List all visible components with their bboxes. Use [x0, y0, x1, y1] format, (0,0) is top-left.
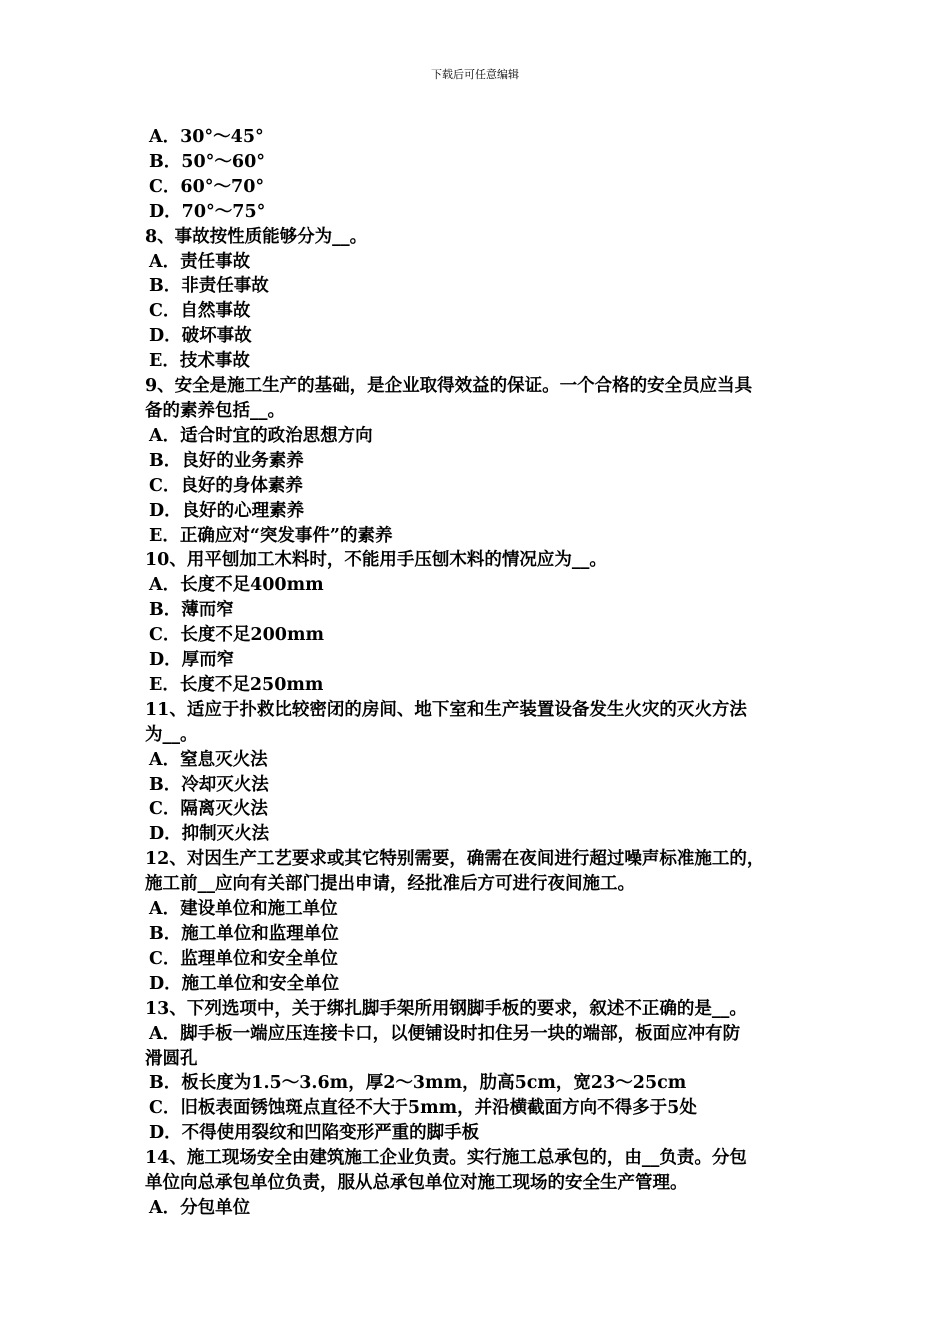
question-text: 单位向总承包单位负责，服从总承包单位对施工现场的安全生产管理。: [145, 1173, 688, 1194]
answer-option: B．50°～60°: [149, 151, 265, 172]
answer-option: A．责任事故: [149, 251, 251, 272]
answer-option: D．破坏事故: [149, 326, 252, 347]
answer-option: D．良好的心理素养: [149, 500, 305, 521]
answer-option: C．监理单位和安全单位: [149, 948, 338, 969]
answer-option: B．非责任事故: [149, 276, 269, 297]
answer-option: A．窒息灭火法: [149, 749, 268, 770]
answer-option: B．施工单位和监理单位: [149, 924, 339, 944]
page-header: 下载后可任意编辑: [431, 68, 519, 81]
answer-option: E．技术事故: [149, 351, 250, 372]
answer-option: D．施工单位和安全单位: [149, 973, 340, 994]
answer-option: A．建设单位和施工单位: [149, 899, 338, 920]
question-list: [145, 125, 825, 1221]
answer-option: A．脚手板一端应压连接卡口，以便铺设时扣住另一块的端部，板面应冲有防: [149, 1023, 741, 1044]
answer-option: E．正确应对“突发事件”的素养: [149, 525, 393, 546]
answer-option: C．旧板表面锈蚀斑点直径不大于5mm，并沿横截面方向不得多于5处: [149, 1098, 697, 1119]
answer-option: C．长度不足200mm: [149, 625, 324, 646]
answer-option: D．抑制灭火法: [149, 824, 270, 845]
question-text: 施工前__应向有关部门提出申请，经批准后方可进行夜间施工。: [145, 874, 635, 895]
answer-option: B．良好的业务素养: [149, 450, 304, 471]
question-text: 9、安全是施工生产的基础，是企业取得效益的保证。一个合格的安全员应当具: [145, 376, 753, 397]
question-text: 14、施工现场安全由建筑施工企业负责。实行施工总承包的，由__负责。分包: [145, 1148, 747, 1169]
answer-option: D．厚而窄: [149, 650, 235, 671]
answer-option: A．30°～45°: [149, 127, 264, 147]
question-text: 滑圆孔: [145, 1048, 198, 1069]
question-text: 备的素养包括__。: [145, 400, 285, 421]
answer-option: D．70°～75°: [149, 201, 266, 222]
answer-option: B．冷却灭火法: [149, 774, 269, 795]
answer-option: C．自然事故: [149, 301, 251, 322]
answer-option: A．分包单位: [149, 1197, 251, 1218]
question-text: 12、对因生产工艺要求或其它特别需要，确需在夜间进行超过噪声标准施工的，: [145, 849, 765, 870]
question-text: 13、下列选项中，关于绑扎脚手架所用钢脚手板的要求，叙述不正确的是__。: [145, 998, 747, 1019]
answer-option: C．良好的身体素养: [149, 475, 303, 496]
answer-option: B．薄而窄: [149, 600, 234, 621]
answer-option: B．板长度为1.5～3.6m，厚2～3mm，肋高5cm，宽23～25cm: [149, 1073, 687, 1094]
question-text: 10、用平刨加工木料时，不能用手压刨木料的情况应为__。: [145, 550, 607, 571]
answer-option: D．不得使用裂纹和凹陷变形严重的脚手板: [149, 1123, 480, 1144]
question-text: 为__。: [145, 724, 198, 745]
answer-option: C．隔离灭火法: [149, 799, 268, 820]
answer-option: A．适合时宜的政治思想方向: [149, 425, 373, 446]
question-text: 8、事故按性质能够分为__。: [145, 226, 368, 247]
question-text: 11、适应于扑救比较密闭的房间、地下室和生产装置设备发生火灾的灭火方法: [145, 699, 747, 720]
answer-option: A．长度不足400mm: [149, 575, 324, 596]
answer-option: C．60°～70°: [149, 176, 265, 197]
answer-option: E．长度不足250mm: [149, 674, 324, 695]
